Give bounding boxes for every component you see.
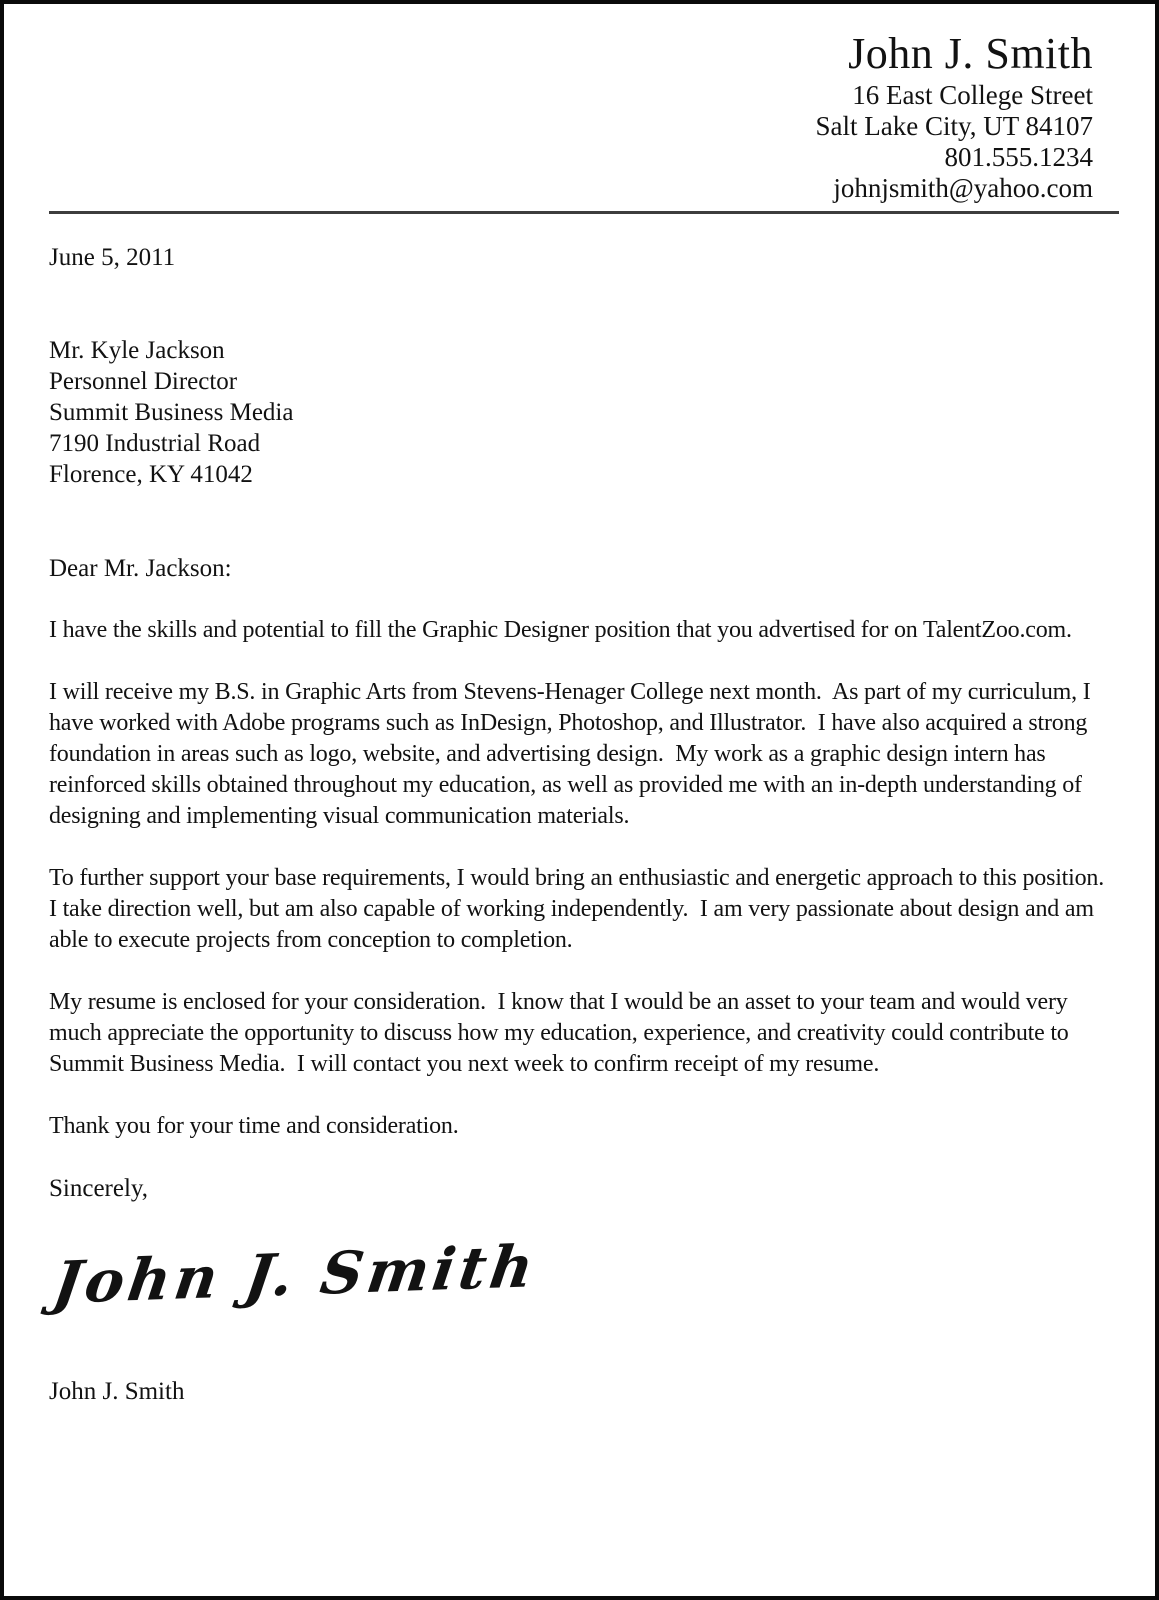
letter-date: June 5, 2011: [49, 244, 176, 271]
paragraph-intro: I have the skills and potential to fill the Graphic Designer position that you advertised for on TalentZoo.com.: [49, 617, 1072, 643]
salutation: Dear Mr. Jackson:: [49, 555, 232, 582]
sender-email: johnjsmith@yahoo.com: [833, 173, 1093, 203]
recipient-name: Mr. Kyle Jackson: [49, 337, 225, 364]
handwritten-signature: John J. Smith: [49, 1232, 542, 1317]
sender-phone: 801.555.1234: [944, 142, 1093, 172]
sender-city-state-zip: Salt Lake City, UT 84107: [815, 111, 1093, 141]
recipient-title: Personnel Director: [49, 368, 238, 395]
paragraph-qualities: To further support your base requirements, I would bring an enthusiastic and energetic approach to this position. I take direction well, but am also capable of working independently. I am very passionate about design and am able to execute projects from conception to completion.: [49, 865, 1116, 953]
valediction: Sincerely,: [49, 1175, 149, 1202]
header-divider: [49, 211, 1119, 214]
sender-street: 16 East College Street: [852, 80, 1093, 110]
signature-block: [49, 1232, 1119, 1326]
recipient-street: 7190 Industrial Road: [49, 430, 261, 457]
letterhead: [49, 28, 1119, 204]
recipient-city-state-zip: Florence, KY 41042: [49, 461, 253, 488]
recipient-company: Summit Business Media: [49, 399, 294, 426]
recipient-address: [49, 335, 1119, 490]
sender-name: John J. Smith: [848, 29, 1093, 78]
paragraph-thanks: Thank you for your time and consideration.: [49, 1113, 459, 1139]
typed-signature-name: John J. Smith: [49, 1378, 185, 1405]
paragraph-resume: My resume is enclosed for your consideration. I know that I would be an asset to your team and would very much appreciate the opportunity to discuss how my education, experience, and creativity could contribute to Summit Business Media. I will contact you next week to confirm receipt of my resume.: [49, 989, 1075, 1077]
paragraph-education: I will receive my B.S. in Graphic Arts from Stevens-Henager College next month. As part of my curriculum, I have worked with Adobe programs such as InDesign, Photoshop, and Illustrator. I have also acquired a strong foundation in areas such as logo, website, and advertising design. My work as a graphic design intern has reinforced skills obtained throughout my education, as well as provided me with an in-depth understanding of designing and implementing visual communication materials.: [49, 679, 1097, 829]
